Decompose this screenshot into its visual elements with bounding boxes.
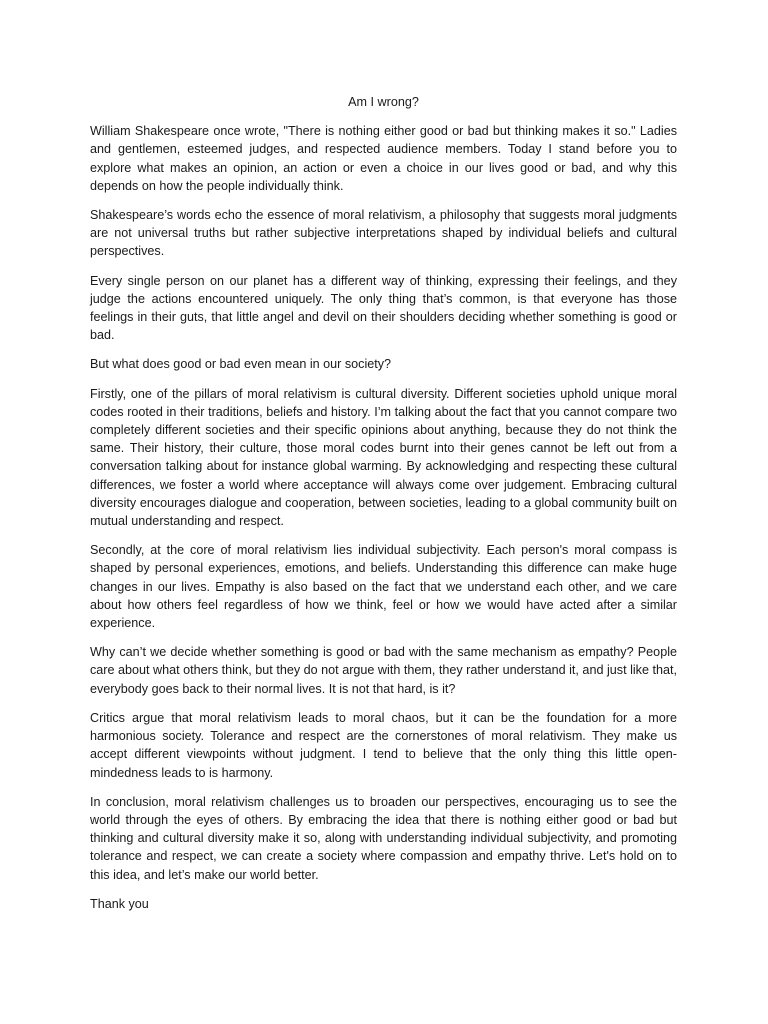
document-body: [90, 93, 677, 924]
paragraph-empathy-mechanism: Why can’t we decide whether something is good or bad with the same mechanism as empathy? People care about what others think, but they do not argue with them, they rather understand it, and just like that, everybody goes back to their normal lives. It is not that hard, is it?: [90, 645, 677, 696]
paragraph-critics: Critics argue that moral relativism leads to moral chaos, but it can be the foundation for a more harmonious society. Tolerance and respect are the cornerstones of moral relativism. They make us accept different viewpoints without judgment. I tend to believe that the only thing this little open-mindedness leads to is harmony.: [90, 710, 677, 780]
paragraph-conclusion: In conclusion, moral relativism challenges us to broaden our perspectives, encouraging us to see the world through the eyes of others. By embracing the idea that there is nothing either good or bad but thinking and cultural diversity make it so, along with understanding individual subjectivity, and promoting tolerance and respect, we can create a society where compassion and empathy thrive. Let's hold on to this idea, and let’s make our world better.: [90, 794, 677, 882]
paragraph-individual-subjectivity: Secondly, at the core of moral relativism lies individual subjectivity. Each person's moral compass is shaped by personal experiences, emotions, and beliefs. Understanding this difference can make huge changes in our lives. Empathy is also based on the fact that we understand each other, and we care about how others feel regardless of how we think, feel or how we would have acted after a similar experience.: [90, 543, 677, 631]
paragraph-shakespeare-words: Shakespeare’s words echo the essence of moral relativism, a philosophy that suggests moral judgments are not universal truths but rather subjective interpretations shaped by individual beliefs and cultural perspectives.: [90, 208, 677, 259]
paragraph-thank-you: Thank you: [90, 896, 149, 911]
paragraph-question: But what does good or bad even mean in our society?: [90, 357, 392, 372]
paragraph-cultural-diversity: Firstly, one of the pillars of moral relativism is cultural diversity. Different societies uphold unique moral codes rooted in their traditions, beliefs and history. I’m talking about the fact that you cannot compare two completely different societies and their specific opinions about anything, because they do not think the same. Their history, their culture, those moral codes burnt into their genes cannot be left out from a conversation talking about for instance global warming. By acknowledging and respecting these cultural differences, we foster a world where acceptance will always come over judgement. Embracing cultural diversity encourages dialogue and cooperation, between societies, leading to a global community built on mutual understanding and respect.: [90, 386, 677, 529]
paragraph-different-thinking: Every single person on our planet has a different way of thinking, expressing their feelings, and they judge the actions encountered uniquely. The only thing that’s common, is that everyone has those feelings in their guts, that little angel and devil on their shoulders deciding whether something is good or bad.: [90, 273, 677, 343]
document-title: Am I wrong?: [348, 95, 419, 109]
paragraph-opening: William Shakespeare once wrote, "There is nothing either good or bad but thinking makes it so." Ladies and gentlemen, esteemed judges, and respected audience members. Today I stand before you to explore what makes an opinion, an action or even a choice in our lives good or bad, and why this depends on how the people individually think.: [90, 124, 677, 193]
